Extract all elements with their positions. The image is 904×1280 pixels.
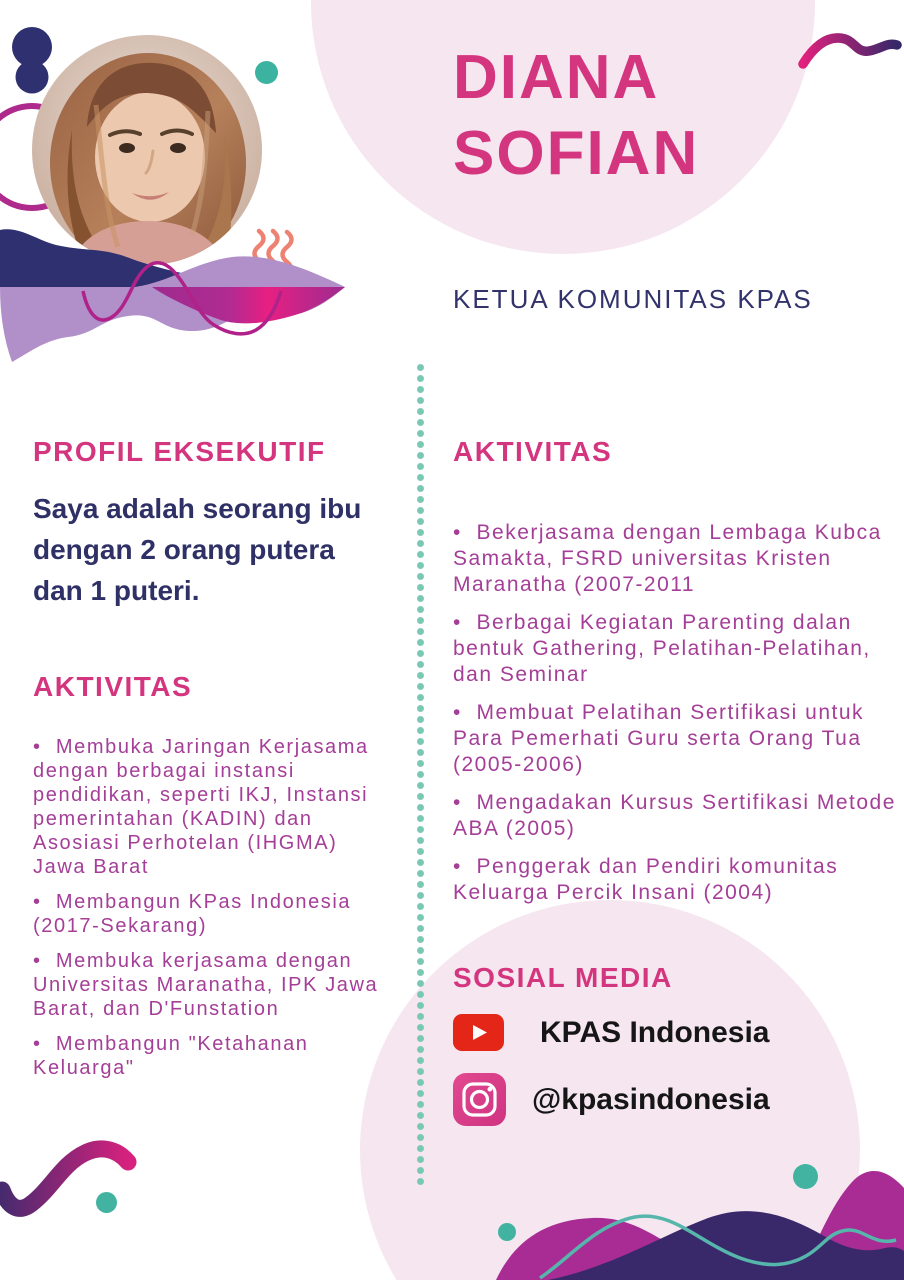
bottom-wave-decoration [400,1140,904,1280]
teal-dot-decoration [498,1223,516,1241]
instagram-handle[interactable]: @kpasindonesia [532,1082,770,1116]
list-item: • Penggerak dan Pendiri komunitas Keluarga Percik Insani (2004) [453,854,904,906]
list-item: • Membuka kerjasama dengan Universitas Maranatha, IPK Jawa Barat, dan D'Funstation [33,949,389,1021]
gradient-squiggle-bottom-icon [0,1138,140,1230]
social-media-section [453,962,770,1126]
list-item: • Membangun KPas Indonesia (2017-Sekarang) [33,890,389,938]
right-activities-list [453,520,904,906]
youtube-row[interactable] [453,1014,770,1051]
youtube-handle[interactable]: KPAS Indonesia [540,1015,770,1049]
list-item: • Membuat Pelatihan Sertifikasi untuk Para Pemerhati Guru serta Orang Tua (2005-2006) [453,700,904,778]
teal-circle-decoration [255,61,278,84]
name-line-2: SOFIAN [453,119,700,188]
role-subtitle: KETUA KOMUNITAS KPAS [453,284,813,314]
gradient-squiggle-top-icon [795,22,904,80]
right-column [453,436,904,918]
social-media-heading: SOSIAL MEDIA [453,962,673,993]
teal-dot-decoration [96,1192,117,1213]
right-activities-heading: AKTIVITAS [453,436,613,467]
list-item: • Bekerjasama dengan Lembaga Kubca Samakta, FSRD universitas Kristen Maranatha (2007-2011 [453,520,904,598]
page-title [453,40,699,192]
profile-text: Saya adalah seorang ibu dengan 2 orang putera dan 1 puteri. [33,493,362,606]
left-activities-list [33,735,389,1080]
profile-heading: PROFIL EKSEKUTIF [33,436,326,467]
list-item: • Berbagai Kegiatan Parenting dalan bentuk Gathering, Pelatihan-Pelatihan, dan Seminar [453,610,904,688]
name-line-1: DIANA [453,43,660,112]
instagram-row[interactable] [453,1073,770,1126]
list-item: • Mengadakan Kursus Sertifikasi Metode ABA (2005) [453,790,904,842]
youtube-icon[interactable] [453,1014,504,1051]
wave-band-decoration [0,220,430,380]
list-item: • Membuka Jaringan Kerjasama dengan berbagai instansi pendidikan, seperti IKJ, Instansi pemerintahan (KADIN) dan Asosiasi Perhotelan (IHGMA) Jawa Barat [33,735,389,879]
left-activities-heading: AKTIVITAS [33,671,193,702]
left-column [33,436,389,1091]
dotted-divider [416,362,425,1186]
instagram-icon[interactable] [453,1073,506,1126]
list-item: • Membangun "Ketahanan Keluarga" [33,1032,389,1080]
teal-dot-decoration [793,1164,818,1189]
navy-blob-decoration [6,22,60,98]
